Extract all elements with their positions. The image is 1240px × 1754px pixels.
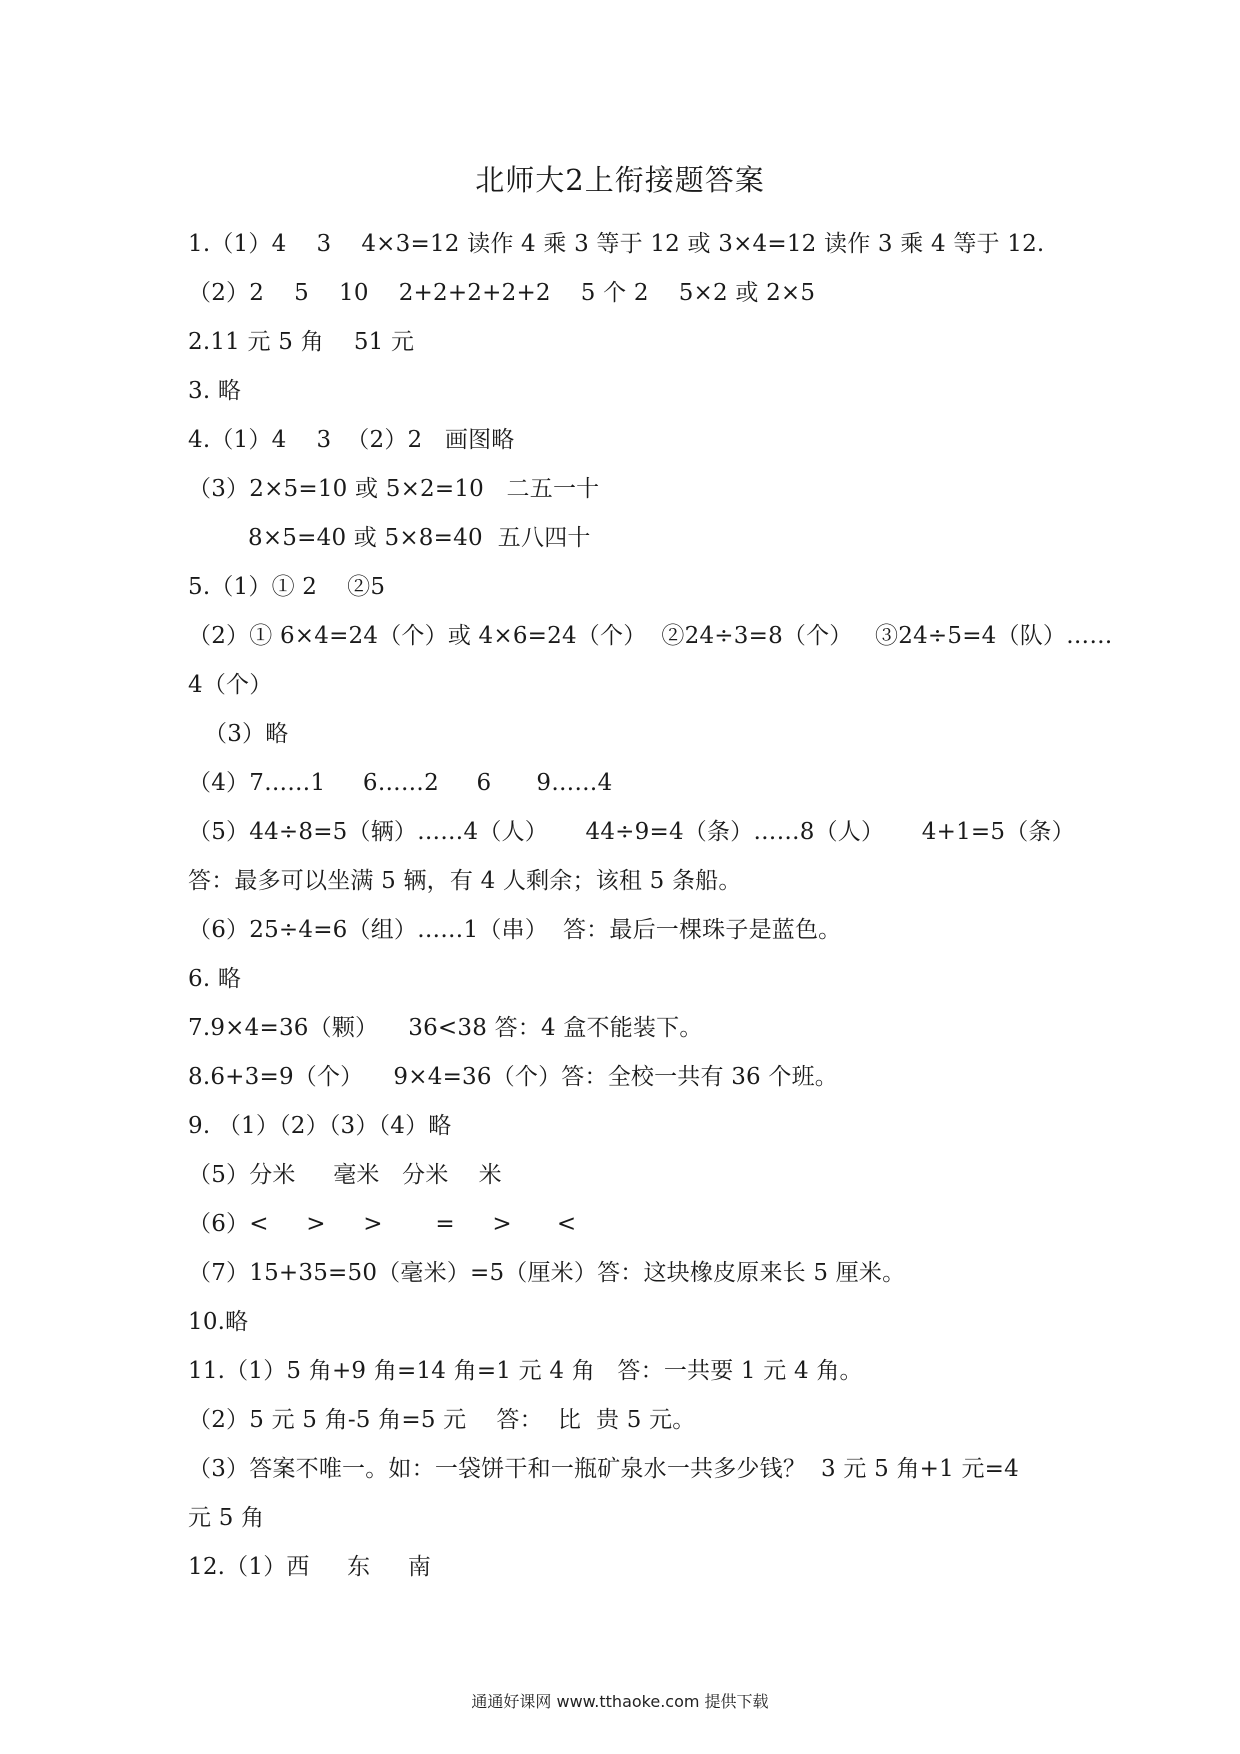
answer-line-5-6: （6）25÷4=6（组）……1（串） 答：最后一棵珠子是蓝色。 (188, 917, 842, 943)
page-title: 北师大2上衔接题答案 (475, 163, 765, 197)
answer-line-4: 4.（1）4 3 （2）2 画图略 (188, 427, 515, 453)
answer-line-1: 1.（1）4 3 4×3=12 读作 4 乘 3 等于 12 或 3×4=12 读作 3 乘 4 等于 12. (188, 231, 1045, 257)
answer-line-10: 10.略 (188, 1309, 249, 1335)
answer-line-11: 11.（1）5 角+9 角=14 角=1 元 4 角 答：一共要 1 元 4 角。 (188, 1358, 863, 1384)
answer-line-2: 2.11 元 5 角 51 元 (188, 329, 415, 355)
answer-line-8: 8.6+3=9（个） 9×4=36（个）答：全校一共有 36 个班。 (188, 1064, 838, 1090)
answer-lines (0, 220, 1240, 1592)
answer-line-12: 12.（1）西 东 南 (188, 1554, 432, 1580)
answer-line-9: 9. （1）（2）（3）（4）略 (188, 1113, 452, 1139)
answer-line-5-5: （5）44÷8=5（辆）……4（人） 44÷9=4（条）……8（人） 4+1=5（条） (188, 819, 1075, 845)
answer-line-11-3: （3）答案不唯一。如：一袋饼干和一瓶矿泉水一共多少钱？ 3 元 5 角+1 元=4 (188, 1456, 1019, 1482)
answer-line-5: 5.（1）① 2 ②5 (188, 574, 386, 600)
answer-line-5-5-answer: 答：最多可以坐满 5 辆，有 4 人剩余；该租 5 条船。 (188, 868, 742, 894)
answer-line-9-7: （7）15+35=50（毫米）=5（厘米）答：这块橡皮原来长 5 厘米。 (188, 1260, 906, 1286)
answer-line-3: 3. 略 (188, 378, 242, 404)
answer-line-4-3: （3）2×5=10 或 5×2=10 二五一十 (188, 476, 600, 502)
answer-line-5-3: （3）略 (204, 721, 289, 747)
answer-line-4-3b: 8×5=40 或 5×8=40 五八四十 (248, 525, 591, 551)
answer-line-9-6: （6）< > > = > < (188, 1211, 577, 1237)
answer-line-1-2: （2）2 5 10 2+2+2+2+2 5 个 2 5×2 或 2×5 (188, 280, 816, 306)
answer-line-11-3-cont: 元 5 角 (188, 1505, 265, 1531)
answer-line-5-2-cont: 4（个） (188, 672, 273, 698)
answer-line-11-2: （2）5 元 5 角-5 角=5 元 答： 比 贵 5 元。 (188, 1407, 696, 1433)
answer-line-7: 7.9×4=36（颗） 36<38 答：4 盒不能装下。 (188, 1015, 703, 1041)
answer-line-6: 6. 略 (188, 966, 242, 992)
answer-line-5-2: （2）① 6×4=24（个）或 4×6=24（个） ②24÷3=8（个） ③24÷5=4（队）…… (188, 623, 1113, 649)
answer-line-5-4: （4）7……1 6……2 6 9……4 (188, 770, 613, 796)
answer-line-9-5: （5）分米 毫米 分米 米 (188, 1162, 502, 1188)
footer-download-note: 通通好课网 www.tthaoke.com 提供下载 (471, 1692, 769, 1711)
